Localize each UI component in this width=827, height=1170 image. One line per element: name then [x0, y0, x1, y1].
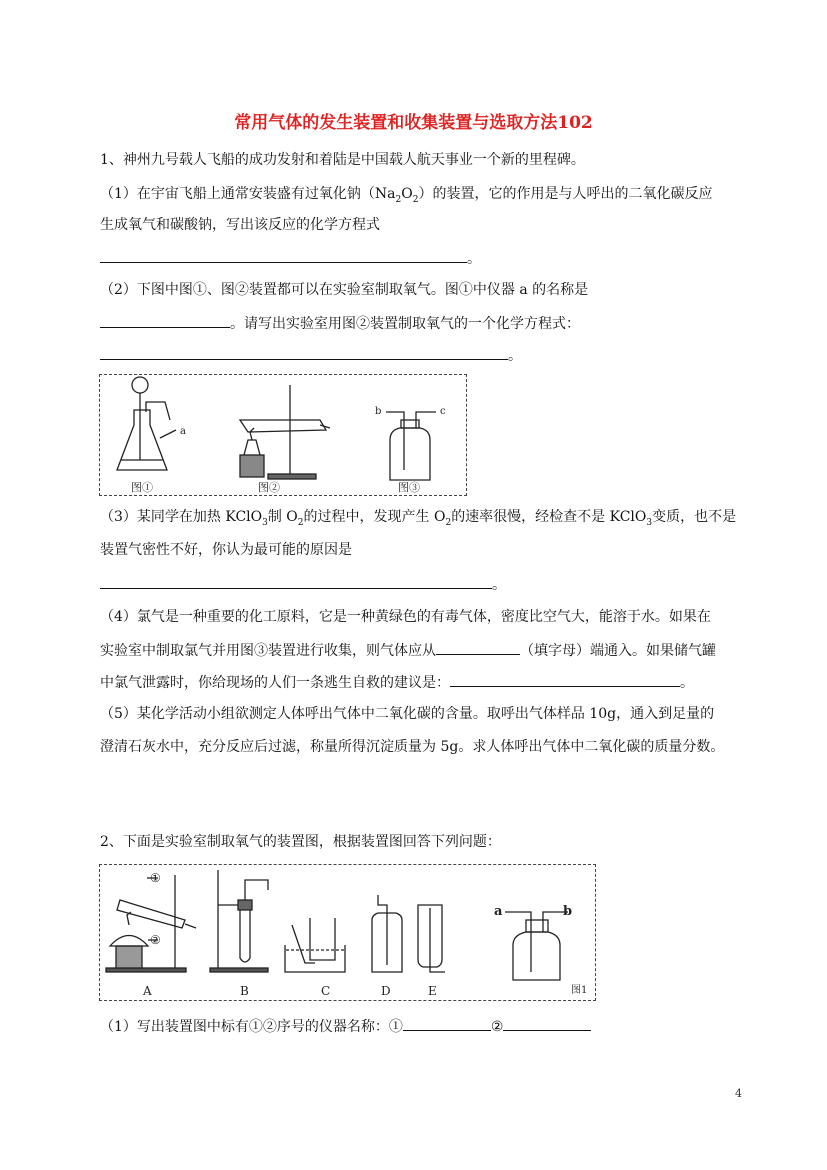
label-b: b — [563, 904, 573, 919]
label-a: a — [494, 904, 503, 919]
page-number: 4 — [735, 1087, 742, 1100]
q1-answer-line-3[interactable]: 。 — [100, 574, 506, 594]
fig3-label-b: b — [375, 406, 382, 417]
q1-part2: （2）下图中图①、图②装置都可以在实验室制取氧气。图①中仪器 a 的名称是 — [100, 282, 589, 298]
label-A: A — [143, 984, 152, 998]
q1-part5-line1: （5）某化学活动小组欲测定人体呼出气体中二氧化碳的含量。取呼出气体样品 10g，通入到足量的 — [100, 706, 715, 722]
label-E: E — [428, 984, 437, 998]
apparatus-C — [285, 918, 345, 972]
fig3-label-c: c — [440, 406, 446, 417]
fig3-caption: 图③ — [398, 481, 420, 494]
apparatus-B — [210, 870, 268, 972]
q2-part1: （1）写出装置图中标有①②序号的仪器名称：① ② — [100, 1016, 591, 1036]
q1-part4-line1: （4）氯气是一种重要的化工原料，它是一种黄绿色的有毒气体，密度比空气大，能溶于水。如果在 — [100, 609, 711, 625]
q1-answer-line-2[interactable]: 。 — [100, 345, 522, 365]
q2-intro: 2、下面是实验室制取氧气的装置图，根据装置图回答下列问题： — [100, 834, 501, 850]
fig2-caption: 图② — [258, 481, 280, 494]
gas-bottle-ab — [505, 912, 568, 980]
label-C: C — [321, 984, 331, 998]
q1-part4-line2: 实验室中制取氯气并用图③装置进行收集，则气体应从 （填字母）端通入。如果储气罐 — [100, 640, 716, 660]
marker-1: ① — [150, 871, 161, 885]
q1-answer-line-1[interactable]: 。 — [100, 248, 481, 268]
apparatus-E — [418, 905, 445, 972]
q1-part5-line2: 澄清石灰水中，充分反应后过滤，称量所得沉淀质量为 5g。求人体呼出气体中二氧化碳的质量分数。 — [100, 739, 725, 755]
instrument-1-blank[interactable] — [403, 1016, 491, 1031]
q1-part1: （1）在宇宙飞船上通常安装盛有过氧化钠$(Na_2O_2)$的装置，它的作用是与人呼出的二氧化碳反应 — [100, 186, 713, 205]
fig1-label-a: a — [180, 426, 186, 437]
q1-part2-line2: 。请写出实验室用图②装置制取氧气的一个化学方程式： — [100, 313, 580, 333]
marker-2: ② — [150, 933, 161, 947]
q1-part1-line2: 生成氧气和碳酸钠，写出该反应的化学方程式 — [100, 217, 380, 233]
label-D: D — [381, 984, 391, 998]
figure-1-caption: 图1 — [571, 985, 588, 996]
q1-part3: （3）某同学在加热 KClO$_3$制 $O_2$的过程中，发现产生 $O_2$的速率很慢，经检查不是 KClO$_3$变质，也不是 — [100, 509, 737, 528]
fig1-caption: 图① — [131, 481, 153, 494]
label-B: B — [240, 984, 249, 998]
apparatus-D — [372, 895, 402, 972]
q1-part3-line2: 装置气密性不好，你认为最可能的原因是 — [100, 542, 352, 558]
q1-part4-line3: 中氯气泄露时，你给现场的人们一条逃生自救的建议是： 。 — [100, 672, 694, 692]
page-title: 常用气体的发生装置和收集装置与选取方法102 — [234, 113, 593, 133]
instrument-2-blank[interactable] — [503, 1016, 591, 1031]
q1-intro: 1、神州九号载人飞船的成功发射和着陆是中国载人航天事业一个新的里程碑。 — [100, 152, 585, 168]
apparatus-A — [106, 875, 196, 972]
